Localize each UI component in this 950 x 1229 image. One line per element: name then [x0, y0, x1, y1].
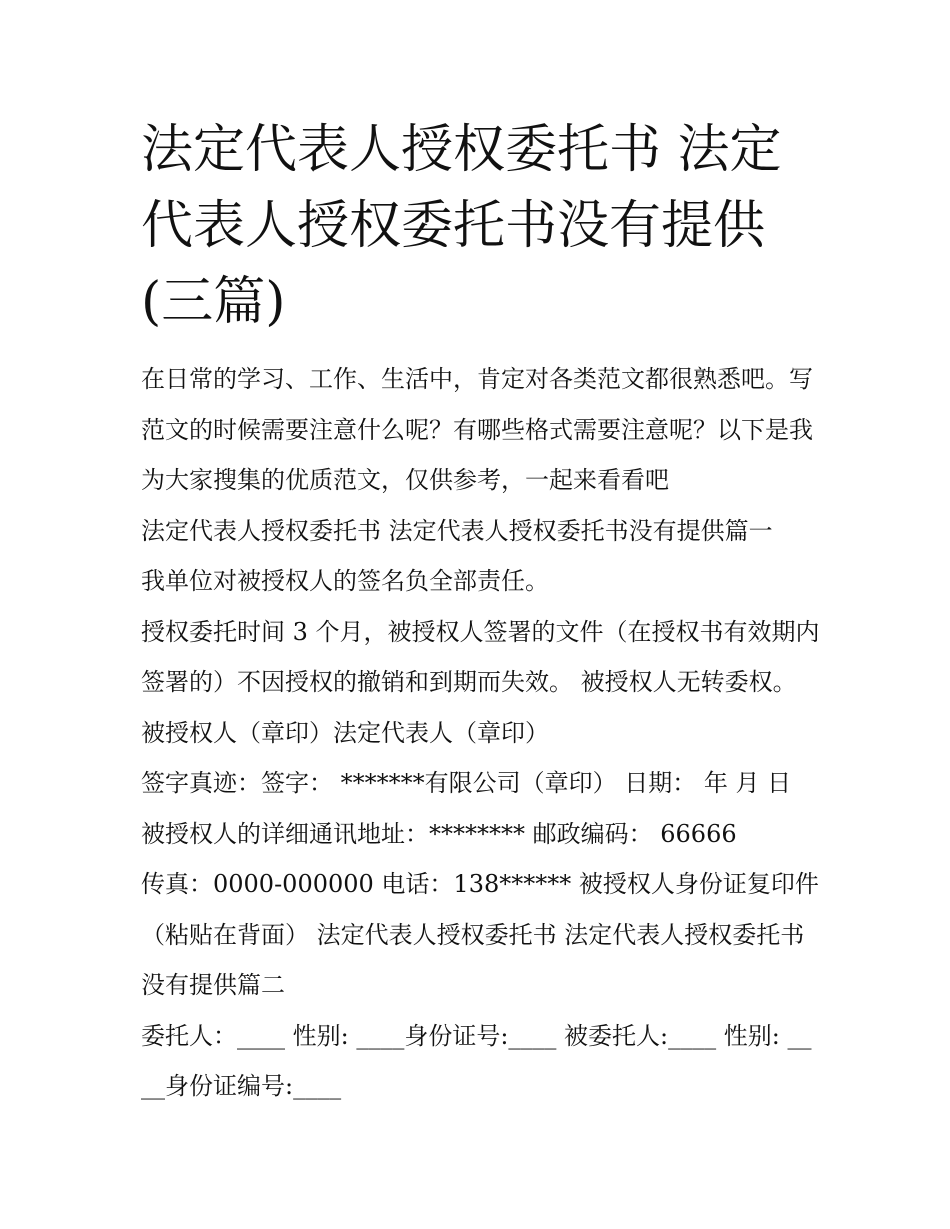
document-title: 法定代表人授权委托书 法定代表人授权委托书没有提供(三篇) — [141, 120, 782, 332]
document-page — [141, 112, 821, 1112]
principal-agent-paragraph: 委托人：____ 性别: ____身份证号:____ 被委托人:____ 性别: ____身份证编号:____ — [141, 1021, 812, 1100]
intro-paragraph: 在日常的学习、工作、生活中，肯定对各类范文都很熟悉吧。写范文的时候需要注意什么呢？有哪些格式需要注意呢？以下是我为大家搜集的优质范文，仅供参考，一起来看看吧 — [141, 365, 813, 494]
responsibility-paragraph: 我单位对被授权人的签名负全部责任。 — [141, 567, 549, 595]
section-heading-1: 法定代表人授权委托书 法定代表人授权委托书没有提供篇一 — [141, 516, 773, 545]
authorization-term-paragraph: 授权委托时间 3 个月，被授权人签署的文件（在授权书有效期内签署的）不因授权的撤销和到期而失效。 被授权人无转委权。 被授权人（章印）法定代表人（章印） — [141, 617, 820, 747]
contact-paragraph: 传真：0000-000000 电话：138****** 被授权人身份证复印件（粘贴在背面） 法定代表人授权委托书 法定代表人授权委托书没有提供篇二 — [141, 870, 819, 999]
address-paragraph: 被授权人的详细通讯地址：******** 邮政编码： 66666 — [141, 819, 737, 848]
signature-paragraph: 签字真迹：签字： *******有限公司（章印） 日期： 年 月 日 — [141, 769, 792, 797]
